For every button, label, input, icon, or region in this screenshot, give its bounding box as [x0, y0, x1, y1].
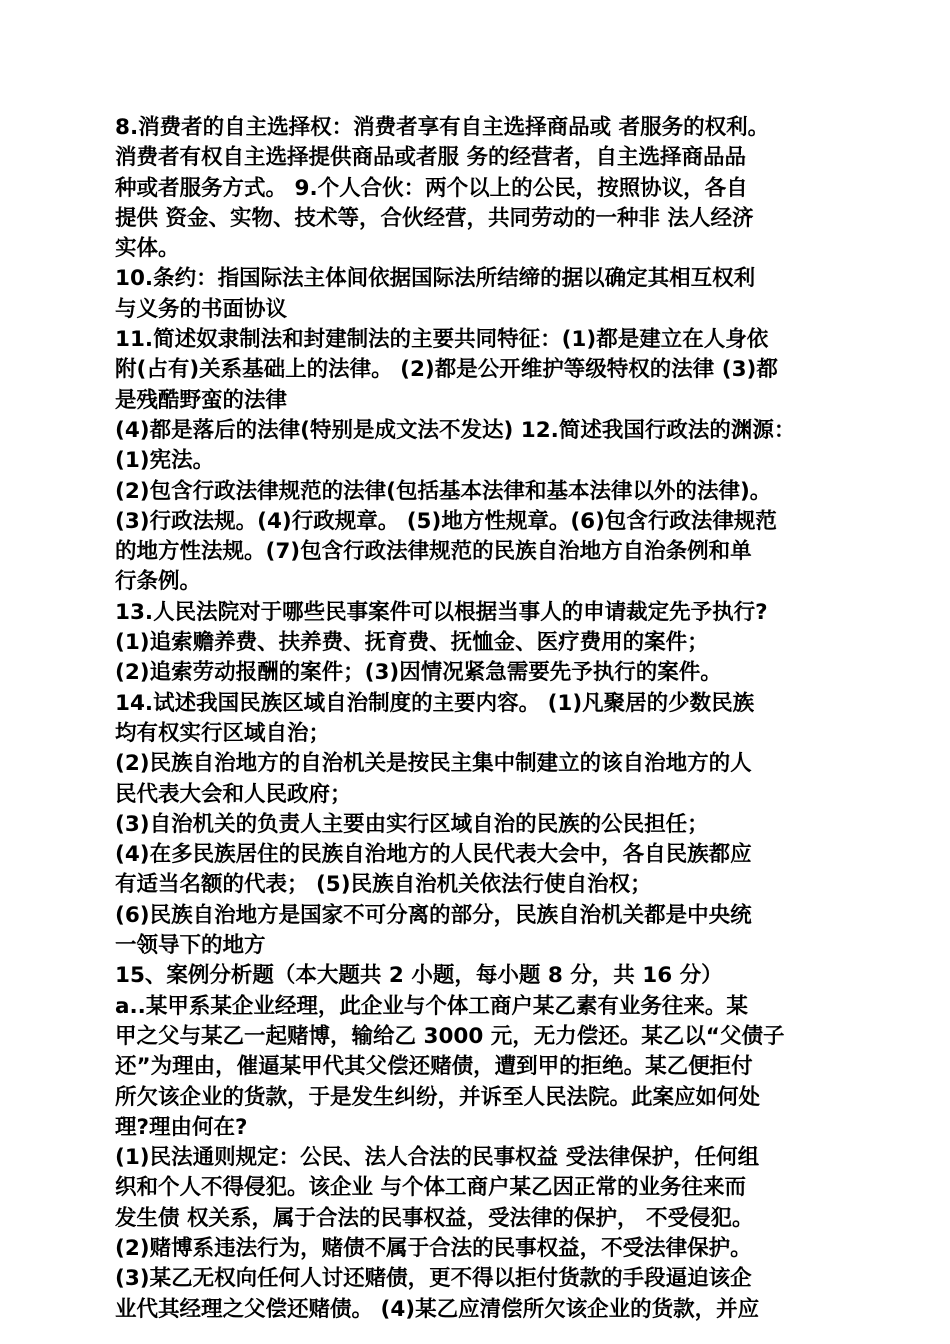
- text-line: 理?理由何在?: [115, 1114, 248, 1140]
- text-line: (4)都是落后的法律(特别是成文法不发达) 12.简述我国行政法的渊源：: [115, 417, 796, 443]
- text-line: (3)某乙无权向任何人讨还赌债，更不得以拒付货款的手段逼迫该企: [115, 1266, 752, 1292]
- text-line: 消费者有权自主选择提供商品或者服 务的经营者，自主选择商品品: [115, 145, 746, 171]
- text-line: (2)包含行政法律规范的法律(包括基本法律和基本法律以外的法律)。: [115, 478, 772, 504]
- text-line: 还”为理由，催逼某甲代其父偿还赌债，遭到甲的拒绝。某乙便拒付: [115, 1054, 753, 1080]
- text-line: 11.简述奴隶制法和封建制法的主要共同特征：(1)都是建立在人身依: [115, 327, 769, 353]
- text-line: 的地方性法规。(7)包含行政法律规范的民族自治地方自治条例和单: [115, 539, 752, 565]
- text-line: (2)追索劳动报酬的案件；(3)因情况紧急需要先予执行的案件。: [115, 660, 722, 686]
- text-line: 实体。: [115, 236, 180, 262]
- text-line: 是残酷野蛮的法律: [115, 387, 288, 413]
- text-line: 15、案例分析题（本大题共 2 小题，每小题 8 分，共 16 分）: [115, 963, 723, 989]
- text-line: 有适当名额的代表； (5)民族自治机关依法行使自治权；: [115, 872, 652, 898]
- text-line: 均有权实行区域自治；: [115, 720, 331, 746]
- text-line: (3)自治机关的负责人主要由实行区域自治的民族的公民担任；: [115, 811, 709, 837]
- text-line: 提供 资金、实物、技术等，合伙经营，共同劳动的一种非 法人经济: [115, 205, 754, 231]
- text-line: a..某甲系某企业经理，此企业与个体工商户某乙素有业务往来。某: [115, 993, 748, 1019]
- text-line: 种或者服务方式。 9.个人合伙：两个以上的公民，按照协议，各自: [115, 175, 748, 201]
- text-line: 所欠该企业的货款，于是发生纠纷，并诉至人民法院。此案应如何处: [115, 1084, 761, 1110]
- text-line: (2)赌博系违法行为，赌债不属于合法的民事权益，不受法律保护。: [115, 1235, 752, 1261]
- text-line: 与义务的书面协议: [115, 296, 288, 322]
- text-line: 一领导下的地方: [115, 933, 266, 959]
- text-line: 10.条约：指国际法主体间依据国际法所结缔的据以确定其相互权利: [115, 266, 756, 292]
- text-line: 民代表大会和人民政府；: [115, 781, 352, 807]
- text-line: 14.试述我国民族区域自治制度的主要内容。 (1)凡聚居的少数民族: [115, 690, 755, 716]
- text-line: (4)在多民族居住的民族自治地方的人民代表大会中，各自民族都应: [115, 842, 752, 868]
- text-line: (3)行政法规。(4)行政规章。 (5)地方性规章。(6)包含行政法律规范: [115, 508, 777, 534]
- text-line: 业代其经理之父偿还赌债。 (4)某乙应清偿所欠该企业的货款，并应: [115, 1296, 760, 1322]
- text-line: 8.消费者的自主选择权：消费者享有自主选择商品或 者服务的权利。: [115, 115, 770, 140]
- text-line: (1)民法通则规定：公民、法人合法的民事权益 受法律保护，任何组: [115, 1145, 760, 1171]
- text-line: 甲之父与某乙一起赌博，输给乙 3000 元，无力偿还。某乙以“父债子: [115, 1023, 785, 1049]
- document-body: [115, 113, 840, 1325]
- text-line: (2)民族自治地方的自治机关是按民主集中制建立的该自治地方的人: [115, 751, 752, 777]
- text-line: (1)追索赡养费、扶养费、抚育费、抚恤金、医疗费用的案件；: [115, 630, 709, 656]
- text-line: 13.人民法院对于哪些民事案件可以根据当事人的申请裁定先予执行?: [115, 599, 768, 625]
- text-line: 附(占有)关系基础上的法律。 (2)都是公开维护等级特权的法律 (3)都: [115, 357, 778, 383]
- text-line: (6)民族自治地方是国家不可分离的部分，民族自治机关都是中央统: [115, 902, 752, 928]
- text-line: 行条例。: [115, 569, 202, 595]
- text-line: 发生债 权关系，属于合法的民事权益，受法律的保护， 不受侵犯。: [115, 1205, 754, 1231]
- text-line: (1)宪法。: [115, 448, 215, 474]
- text-line: 织和个人不得侵犯。该企业 与个体工商户某乙因正常的业务往来而: [115, 1175, 746, 1201]
